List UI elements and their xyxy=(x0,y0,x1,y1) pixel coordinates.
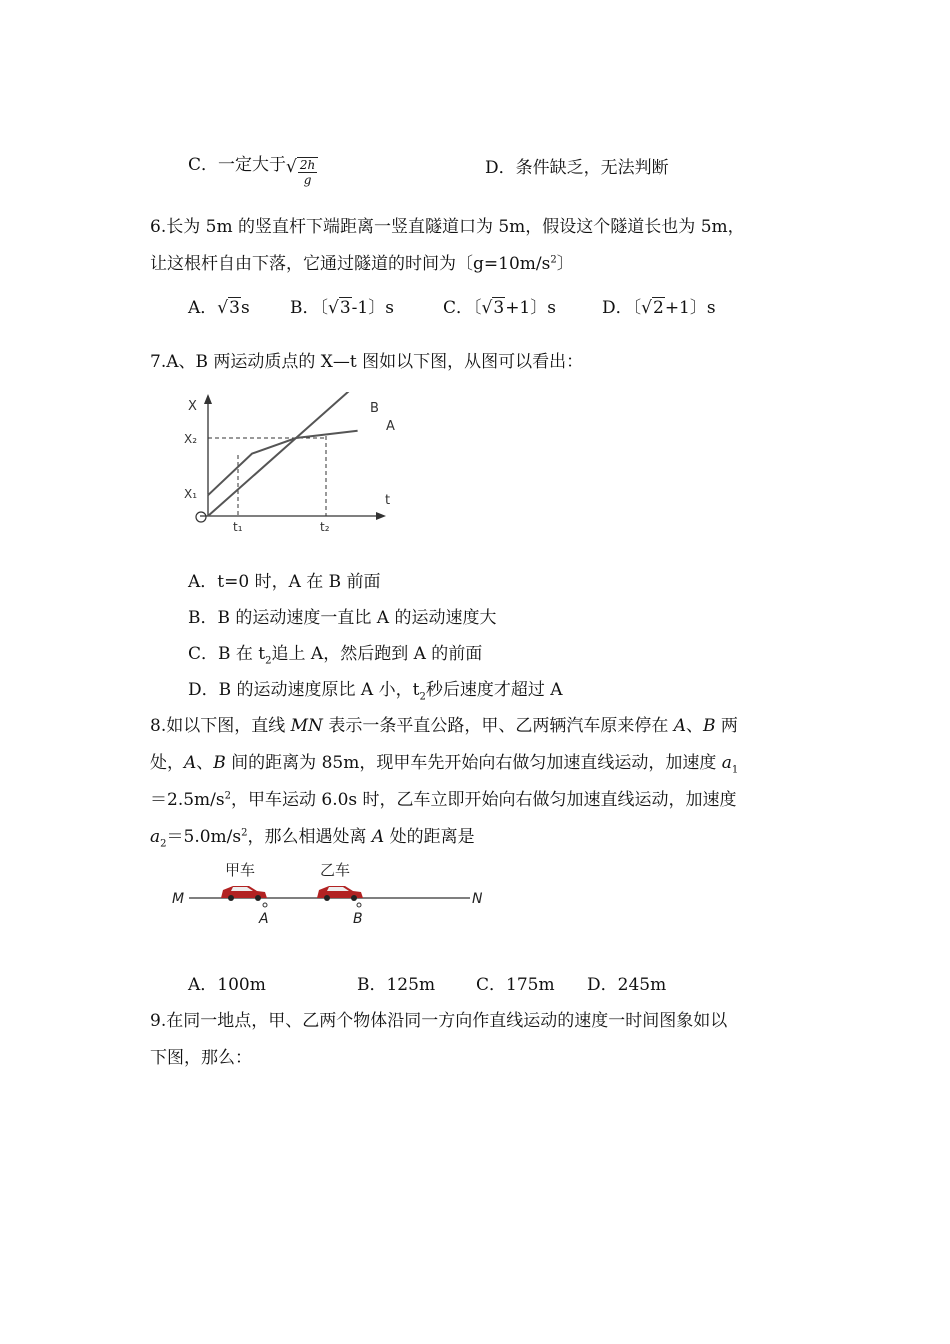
tick-x2: X₂ xyxy=(184,432,198,446)
q7-xt-graph xyxy=(180,392,410,537)
q6-option-a: A．√3s xyxy=(188,298,250,318)
sqrt-3: √3 xyxy=(481,298,505,318)
q8-stem-line1: 8.如以下图，直线 MN 表示一条平直公路，甲、乙两辆汽车原来停在 A、B 两 xyxy=(150,716,738,736)
sqrt-3: √3 xyxy=(328,298,351,318)
q6-stem-line2: 让这根杆自由下落，它通过隧道的时间为〔$g=10m/s^2$〕 xyxy=(150,254,574,274)
legend-a: A xyxy=(386,419,395,434)
road-label-n: N xyxy=(472,891,483,907)
tick-x1: X₁ xyxy=(184,487,198,501)
x-axis-label: t xyxy=(385,493,391,508)
y-axis-arrow xyxy=(204,394,212,404)
sqrt-2: √2 xyxy=(641,298,664,318)
q8-road-figure xyxy=(165,855,495,935)
q7-option-c: C．B 在 $t_2$追上 A，然后跑到 A 的前面 xyxy=(188,644,483,667)
q8-stem-line2: 处，A、B 间的距离为 85m，现甲车先开始向右做匀加速直线运动，加速度 $a_1$ xyxy=(150,753,739,776)
point-a-label: A xyxy=(259,911,269,927)
sqrt-2h-over-g: √ $\frac{2h}{g}$ xyxy=(286,157,318,187)
origin-marker xyxy=(196,512,206,522)
q6-option-b: B．〔√3-1〕s xyxy=(290,298,394,318)
q5-option-d: D．条件缺乏，无法判断 xyxy=(485,158,669,178)
point-a-marker xyxy=(263,903,267,907)
q9-stem-line1: 9.在同一地点，甲、乙两个物体沿同一方向作直线运动的速度一时间图象如以 xyxy=(150,1011,728,1031)
q8-option-c: C．175m xyxy=(476,975,555,995)
series-b-line xyxy=(208,392,349,516)
q8-option-d: D．245m xyxy=(587,975,667,995)
y-axis-label: X xyxy=(188,399,197,414)
q6-option-d: D．〔√2+1〕s xyxy=(602,298,716,318)
tick-t1: t₁ xyxy=(233,520,243,534)
q8-stem-line3: $=2.5m/s^2$，甲车运动 6.0s 时，乙车立即开始向右做匀加速直线运动，加速度 xyxy=(150,790,737,810)
q7-stem: 7.A、B 两运动质点的 X—t 图如以下图，从图可以看出： xyxy=(150,352,584,372)
car1-label: 甲车 xyxy=(225,861,256,879)
point-b-marker xyxy=(357,903,361,907)
point-b-label: B xyxy=(353,911,363,927)
car2-label: 乙车 xyxy=(320,861,351,879)
q7-option-a: A．t=0 时，A 在 B 前面 xyxy=(188,572,381,592)
car-icon xyxy=(317,886,363,901)
q7-option-b: B．B 的运动速度一直比 A 的运动速度大 xyxy=(188,608,497,628)
q6-stem-line1: 6.长为 5m 的竖直杆下端距离一竖直隧道口为 5m，假设这个隧道长也为 5m， xyxy=(150,217,745,237)
sqrt-3: √3 xyxy=(217,298,240,318)
q8-option-b: B．125m xyxy=(357,975,436,995)
car-icon xyxy=(221,886,267,901)
legend-b: B xyxy=(370,401,379,416)
road-label-m: M xyxy=(172,891,185,907)
q9-stem-line2: 下图，那么： xyxy=(150,1048,252,1068)
series-a-line xyxy=(208,431,358,496)
q5-option-c: C．一定大于√ $\frac{2h}{g}$ xyxy=(188,150,318,187)
x-axis-arrow xyxy=(376,512,386,520)
q6-option-c: C．〔√3+1〕s xyxy=(443,298,556,318)
q8-stem-line4: $a_2=5.0m/s^2$，那么相遇处离 A 处的距离是 xyxy=(150,827,475,850)
q7-option-d: D．B 的运动速度原比 A 小，$t_2$秒后速度才超过 A xyxy=(188,680,563,703)
tick-t2: t₂ xyxy=(320,520,330,534)
q8-option-a: A．100m xyxy=(188,975,266,995)
